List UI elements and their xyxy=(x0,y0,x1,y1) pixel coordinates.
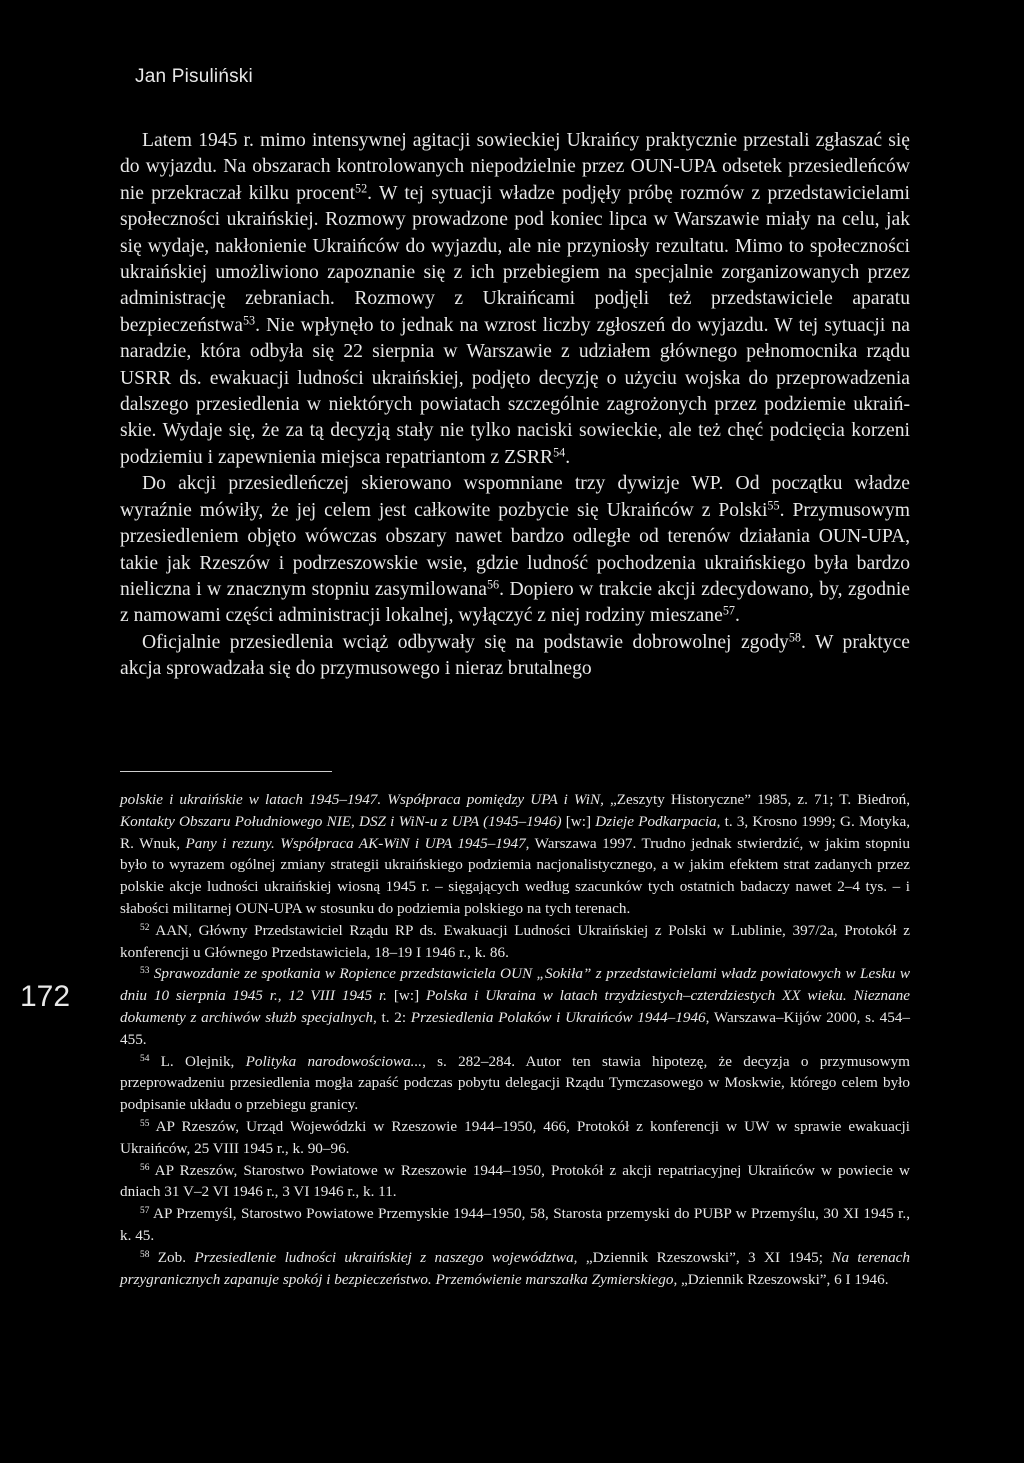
text-run: , Warszawa 1997. Trudno jednak stwierdzić, w jakim stopniu było to wyrazem ogólnej zmiany strategii ukraińskiego podziemia nacjonalistycznego, a w jakim efektem strat zadanych przez polskie akcje ludności ukraińskiej wiosną 1945 r. – sięgających według szacunków tych ostatnich badaczy nawet 2–4 tys. – i słabości militarnej OUN-UPA w stosunku do podziemia polskiego na tych terenach. xyxy=(120,834,910,917)
text-run: . xyxy=(734,605,740,627)
italic-text-run: Pany i rezuny. Współpraca AK-WiN i UPA 1945–1947 xyxy=(185,834,526,852)
footnote xyxy=(120,789,910,920)
text-run: , s. 282–284. Autor ten stawia hipotezę, że decyzja o przymusowym przeprowadzeniu przesiedlenia mogła zapaść podczas pobytu delegacji Rządu Tymczasowego w Moskwie, którego celem było podpisanie układu o przebiegu granicy. xyxy=(120,1052,910,1114)
footnote-number: 57 xyxy=(140,1205,150,1216)
text-run: , Warszawa–Kijów 2000, s. 454–455. xyxy=(120,1008,910,1048)
footnote xyxy=(120,963,910,1050)
body-paragraph xyxy=(120,471,910,629)
footnote xyxy=(120,1051,910,1116)
footnote xyxy=(120,1247,910,1291)
text-run: , „Dziennik Rzeszowski”, 3 XI 1945; xyxy=(573,1248,832,1266)
footnote-reference: 55 xyxy=(767,498,780,513)
footnote xyxy=(120,1116,910,1160)
italic-text-run: Dzieje Podkarpacia xyxy=(595,812,717,830)
footnote-reference: 54 xyxy=(553,445,566,460)
text-run: Do akcji przesiedleńczej skierowano wspomniane trzy dywizje WP. Od początku władze wyraźnie mówiły, że jej celem jest całkowite pozbycie się Ukraińców z Polski xyxy=(120,473,910,521)
italic-text-run: Przesiedlenie ludności ukraińskiej z naszego województwa xyxy=(194,1248,574,1266)
text-run: . W tej sytuacji władze podjęły próbę rozmów z przedstawicielami społeczności ukraińskiej. Rozmowy prowadzone pod koniec lipca w Warszawie miały na celu, jak się wydaje, nakłonienie Ukraińców do wyjazdu, ale nie przyniosły rezultatu. Mimo to społeczności ukraińskiej umożliwiono zapoznanie się z ich przebiegiem na specjalnie zorganizowanych przez administrację zebraniach. Rozmowy z Ukraińcami podjęli też przedstawiciele aparatu bezpieczeństwa xyxy=(120,182,910,336)
footnote-number: 53 xyxy=(140,966,150,977)
text-run: AAN, Główny Przedstawiciel Rządu RP ds. Ewakuacji Ludności Ukraińskiej z Polski w Lublinie, 397/2a, Protokół z konferencji u Głównego Przedstawiciela, 18–19 I 1946 r., k. 86. xyxy=(120,921,910,961)
text-run: [w:] xyxy=(561,812,596,830)
text-run: AP Rzeszów, Starostwo Powiatowe w Rzeszowie 1944–1950, Protokół z akcji repatriacyjnej Ukraińców w powiecie w dniach 31 V–2 VI 1946 r., 3 VI 1946 r., k. 11. xyxy=(120,1161,910,1201)
italic-text-run: Polityka narodowościowa... xyxy=(245,1052,423,1070)
footnotes-section xyxy=(120,789,910,1290)
italic-text-run: polskie i ukraińskie w latach 1945–1947. Współpraca pomiędzy UPA i WiN, xyxy=(120,791,604,808)
text-run: . Dopiero w trakcie akcji zdecydowano, by, zgodnie z namowami części administracji lokalnej, wyłączyć z niej rodziny mieszane xyxy=(120,578,911,627)
italic-text-run: Przesiedlenia Polaków i Ukraińców 1944–1946 xyxy=(410,1008,706,1026)
footnote-reference: 58 xyxy=(788,630,801,645)
text-run: . Nie wpłynęło to jednak na wzrost liczby zgłoszeń do wyjazdu. W tej sytuacji na naradzie, która odbyła się 22 sierpnia w Warszawie z udziałem głównego pełnomocnika rządu USRR ds. ewakuacji ludności ukraińskiej, podjęto decyzję o użyciu wojska do przeprowadzenia dalszego przesiedlenia w niektórych powiatach szczególnie zagrożonych przez podziemie ukraińskie. Wydaje się, że za tą decyzją stały nie tylko naciski sowieckie, ale też chęć podcięcia korzeni podziemiu i zapewnienia miejsca repatriantom z ZSRR xyxy=(120,314,910,468)
footnote-number: 52 xyxy=(140,922,150,933)
italic-text-run: Na terenach przygranicznych zapanuje spokój i bezpieczeństwo. Przemówienie marszałka Zymierskiego xyxy=(120,1248,910,1288)
text-run: , t. 2: xyxy=(372,1008,411,1026)
text-run: [w:] xyxy=(386,987,426,1005)
text-run: . Przymusowym przesiedleniem objęto wówczas obszary nawet bardzo odległe od terenów działania OUN-UPA, takie jak Rzeszów i podrzeszowskie wsie, gdzie ludność pochodzenia ukraińskiego była bardzo nieliczna i w znacznym stopniu zasymilowana xyxy=(120,499,910,600)
text-run: Zob. xyxy=(149,1248,195,1266)
text-run: AP Rzeszów, Urząd Wojewódzki w Rzeszowie 1944–1950, 466, Protokół z konferencji w UW w sprawie ewakuacji Ukraińców, 25 VIII 1945 r., k. 90–96. xyxy=(120,1117,910,1157)
running-head-author: Jan Pisuliński xyxy=(135,66,253,87)
text-run: Oficjalnie przesiedlenia wciąż odbywały się na podstawie dobrowolnej zgody xyxy=(142,631,789,653)
footnote xyxy=(120,1203,910,1247)
footnote-separator xyxy=(120,771,332,772)
footnote xyxy=(120,1160,910,1204)
footnote-reference: 52 xyxy=(355,181,368,196)
italic-text-run: Kontakty Obszaru Południowego NIE, DSZ i WiN-u z UPA (1945–1946) xyxy=(120,812,562,830)
footnote-reference: 53 xyxy=(242,313,256,328)
text-run: Latem 1945 r. mimo intensywnej agitacji sowieckiej Ukraińcy praktycznie przestali zgłaszać się do wyjazdu. Na obszarach kontrolowanych niepodzielnie przez OUN-UPA odsetek przesiedleńców nie przekraczał kilku procent xyxy=(120,130,910,204)
page-number: 172 xyxy=(20,980,71,1013)
footnote-number: 58 xyxy=(140,1249,150,1260)
italic-text-run: Sprawozdanie ze spotkania w Ropience przedstawiciela OUN „Sokiła” z przedstawicielami władz powiatowych w Lesku w dniu 10 sierpnia 1945 r., 12 VIII 1945 r. xyxy=(120,965,910,1005)
footnote-reference: 56 xyxy=(486,577,500,592)
text-run: , t. 3, Krosno 1999; G. Motyka, R. Wnuk, xyxy=(120,812,910,852)
text-run: AP Przemyśl, Starostwo Powiatowe Przemyskie 1944–1950, 58, Starosta przemyski do PUBP w Przemyślu, 30 XI 1945 r., k. 45. xyxy=(120,1205,910,1244)
footnote xyxy=(120,920,910,964)
footnote-reference: 57 xyxy=(722,603,735,618)
body-paragraph xyxy=(120,630,910,683)
italic-text-run: Polska i Ukraina w latach trzydziestych–czterdziestych XX wieku. Nieznane dokumenty z archiwów służb specjalnych xyxy=(120,987,910,1026)
text-run: . xyxy=(565,446,571,468)
main-body-text xyxy=(120,128,910,683)
text-run: L. Olejnik, xyxy=(149,1052,246,1070)
footnote-number: 54 xyxy=(140,1053,150,1064)
footnote-number: 56 xyxy=(140,1162,150,1173)
body-paragraph xyxy=(120,128,910,471)
footnote-number: 55 xyxy=(140,1118,150,1129)
text-run: . W praktyce akcja sprowadzała się do przymusowego i nieraz brutalnego xyxy=(120,631,911,680)
text-run: , „Dziennik Rzeszowski”, 6 I 1946. xyxy=(673,1270,889,1288)
text-run: „Zeszyty Historyczne” 1985, z. 71; T. Biedroń, xyxy=(603,791,911,808)
